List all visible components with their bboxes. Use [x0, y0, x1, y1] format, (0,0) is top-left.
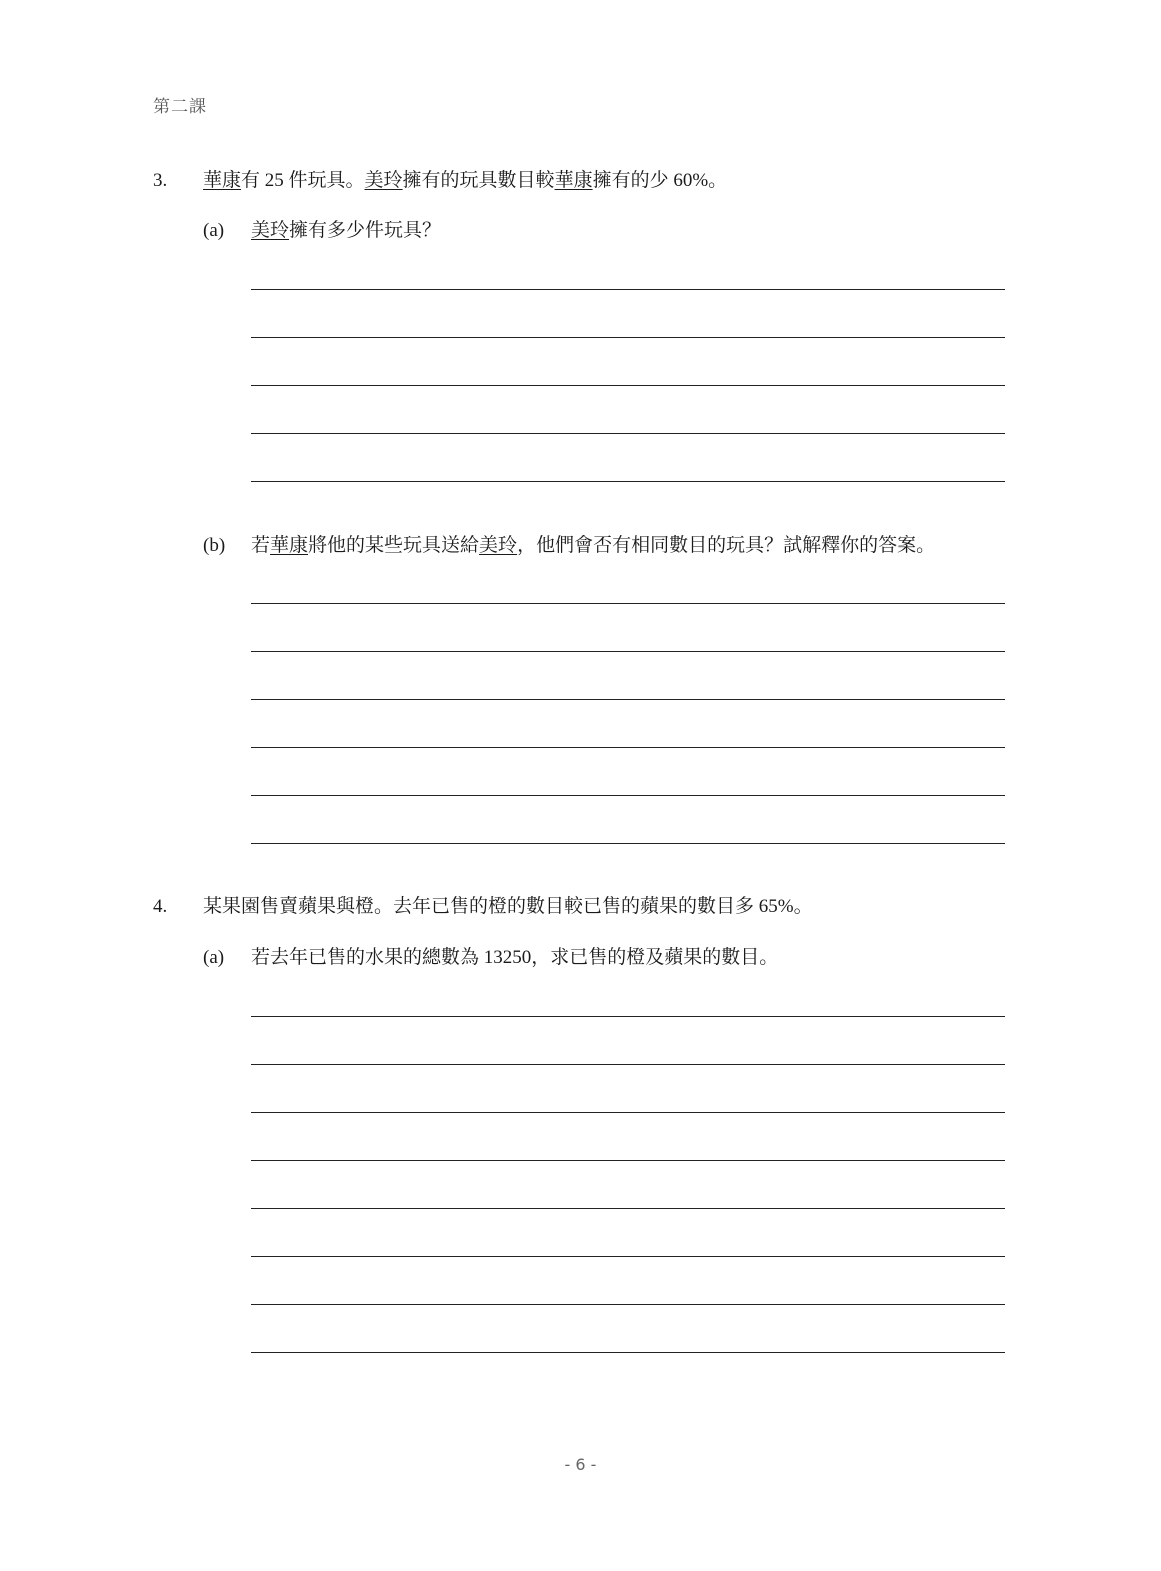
answer-line[interactable] — [251, 433, 1005, 434]
answer-line[interactable] — [251, 1112, 1005, 1113]
answer-line[interactable] — [251, 795, 1005, 796]
stem-text: 有 25 件玩具。 — [241, 170, 365, 191]
name-mei-ling: 美玲 — [479, 535, 518, 556]
answer-line[interactable] — [251, 481, 1005, 482]
name-hua-hong: 華康 — [270, 535, 309, 556]
answer-line[interactable] — [251, 337, 1005, 338]
answer-line[interactable] — [251, 843, 1005, 844]
question-3b-label: (b) — [203, 535, 226, 556]
answer-line[interactable] — [251, 385, 1005, 386]
answer-line[interactable] — [251, 699, 1005, 700]
name-hua-hong: 華康 — [554, 170, 593, 191]
question-4a-label: (a) — [203, 947, 225, 968]
answer-line[interactable] — [251, 1016, 1005, 1017]
lesson-header: 第二課 — [153, 97, 207, 117]
question-4-stem: 某果園售賣蘋果與橙。去年已售的橙的數目較已售的蘋果的數目多 65%。 — [203, 896, 813, 917]
part-text: 若 — [251, 535, 271, 556]
answer-line[interactable] — [251, 1304, 1005, 1305]
part-text: 將他的某些玩具送給 — [308, 535, 480, 556]
stem-text: 擁有的玩具數目較 — [402, 170, 555, 191]
answer-line[interactable] — [251, 1064, 1005, 1065]
stem-text: 擁有的少 60%。 — [592, 170, 728, 191]
answer-line[interactable] — [251, 603, 1005, 604]
question-3a-label: (a) — [203, 220, 225, 241]
question-3-number: 3. — [153, 170, 168, 191]
answer-line[interactable] — [251, 1256, 1005, 1257]
name-mei-ling: 美玲 — [364, 170, 403, 191]
question-3a-text — [251, 219, 441, 243]
question-3b-text — [251, 534, 935, 558]
part-text: ，他們會否有相同數目的玩具？試解釋你的答案。 — [517, 535, 936, 556]
answer-line[interactable] — [251, 1208, 1005, 1209]
answer-line[interactable] — [251, 289, 1005, 290]
question-4-number: 4. — [153, 896, 168, 917]
question-4a-text: 若去年已售的水果的總數為 13250，求已售的橙及蘋果的數目。 — [251, 947, 779, 968]
name-mei-ling: 美玲 — [251, 220, 290, 241]
answer-line[interactable] — [251, 1160, 1005, 1161]
question-3-stem — [203, 169, 727, 193]
answer-line[interactable] — [251, 747, 1005, 748]
answer-line[interactable] — [251, 1352, 1005, 1353]
part-text: 擁有多少件玩具？ — [289, 220, 442, 241]
name-hua-hong: 華康 — [203, 170, 242, 191]
answer-line[interactable] — [251, 651, 1005, 652]
page-number: - 6 - — [564, 1455, 597, 1474]
